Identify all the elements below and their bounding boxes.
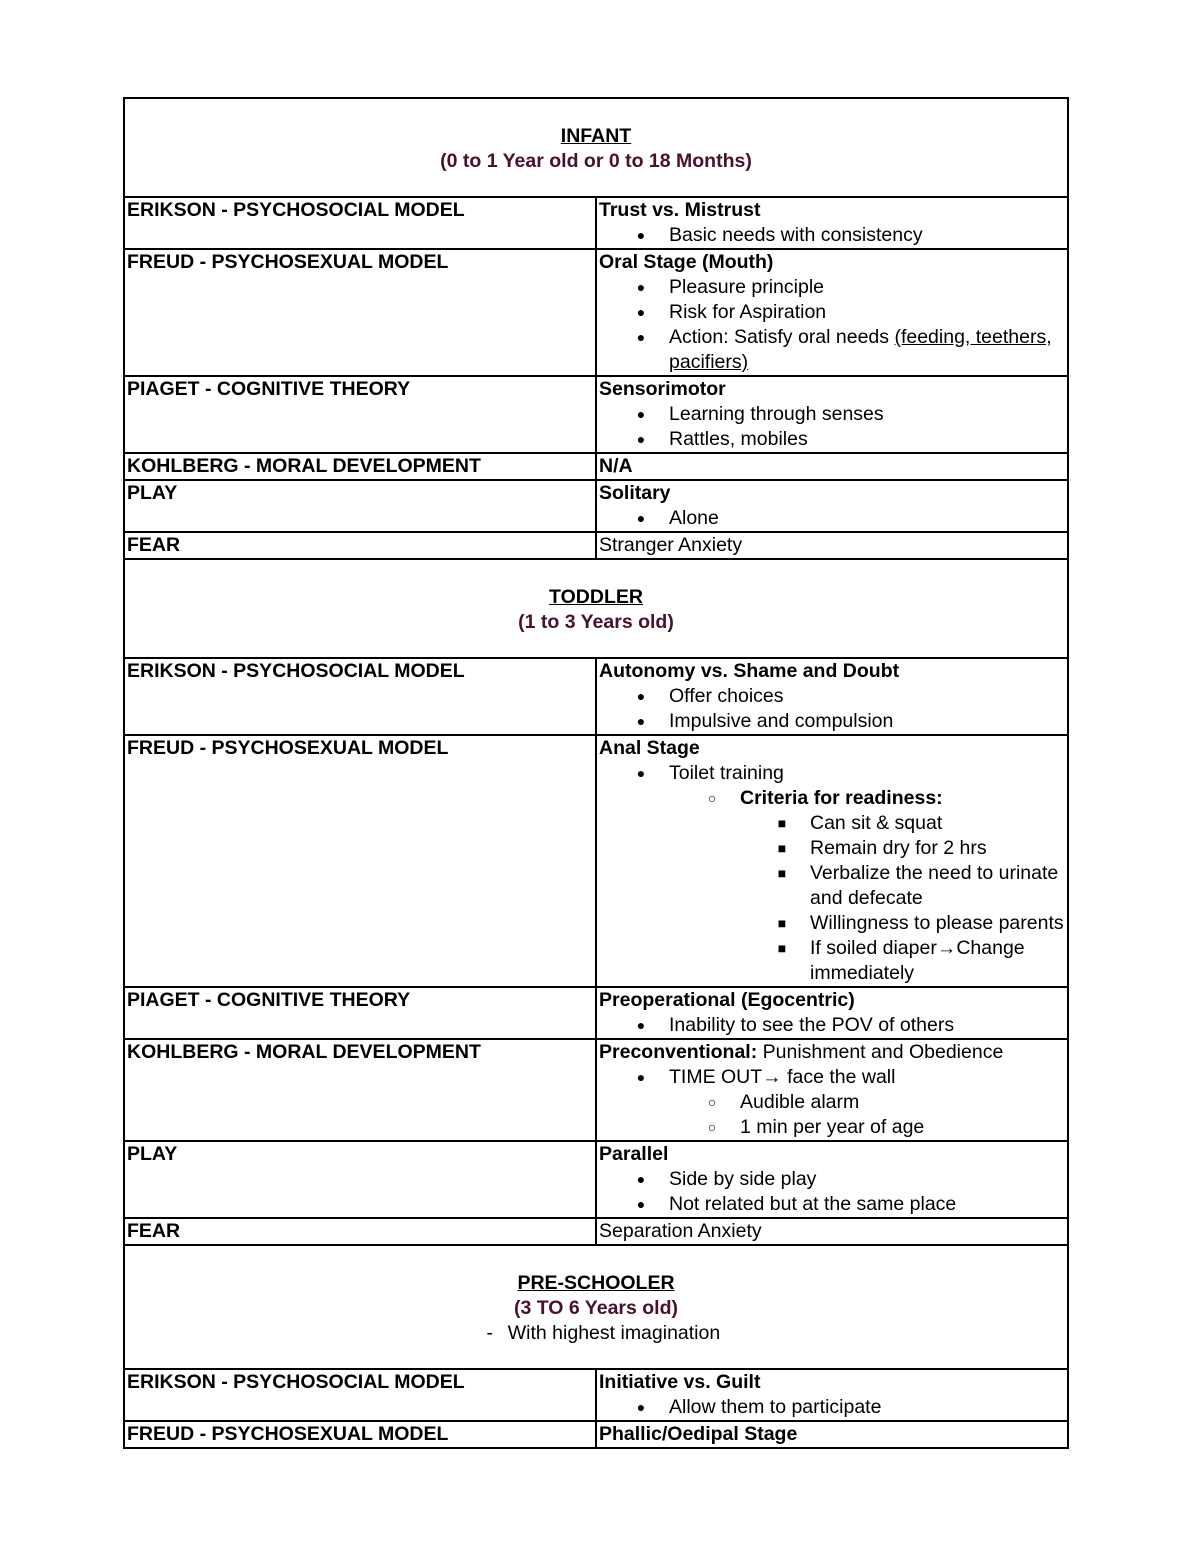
stage-title: Autonomy vs. Shame and Doubt bbox=[599, 660, 900, 682]
bullet-icon: ● bbox=[636, 688, 646, 704]
row-content bbox=[596, 658, 1068, 735]
bullet-icon: ● bbox=[636, 1069, 646, 1085]
bullet-list bbox=[599, 275, 1065, 375]
row-content bbox=[596, 376, 1068, 453]
bullet-icon: ● bbox=[636, 329, 646, 345]
row-content bbox=[596, 453, 1068, 480]
infant-title: INFANT bbox=[560, 125, 632, 147]
bullet-icon: ● bbox=[636, 279, 646, 295]
stage-title: Oral Stage (Mouth) bbox=[599, 251, 774, 273]
row-label: KOHLBERG - MORAL DEVELOPMENT bbox=[124, 1039, 596, 1141]
bullet-list bbox=[599, 1395, 1065, 1420]
list-item: ■ Willingness to please parents bbox=[599, 911, 1065, 936]
list-item: ■ Can sit & squat bbox=[599, 811, 1065, 836]
square-bullet-icon: ■ bbox=[777, 915, 787, 931]
toddler-fear-row bbox=[124, 1218, 1068, 1245]
bullet-list bbox=[599, 506, 1065, 531]
bullet-icon: ● bbox=[636, 1017, 646, 1033]
list-item: ● TIME OUT→ face the wall bbox=[599, 1065, 1065, 1090]
bullet-icon: ● bbox=[636, 304, 646, 320]
bullet-list bbox=[599, 402, 1065, 452]
circle-open-icon: ○ bbox=[707, 790, 717, 806]
toddler-freud-row bbox=[124, 735, 1068, 987]
toddler-header-cell bbox=[124, 559, 1068, 658]
row-content: Stranger Anxiety bbox=[596, 532, 1068, 559]
stage-title: Preconventional: Punishment and Obedience bbox=[599, 1041, 1004, 1063]
list-item: ● Not related but at the same place bbox=[599, 1192, 1065, 1217]
stage-title: Phallic/Oedipal Stage bbox=[599, 1423, 798, 1445]
square-bullet-icon: ■ bbox=[777, 840, 787, 856]
bullet-list bbox=[599, 223, 1065, 248]
infant-play-row bbox=[124, 480, 1068, 532]
row-label: PLAY bbox=[124, 480, 596, 532]
infant-subtitle: (0 to 1 Year old or 0 to 18 Months) bbox=[440, 150, 752, 172]
row-label: PLAY bbox=[124, 1141, 596, 1218]
row-content bbox=[596, 1039, 1068, 1141]
preschooler-freud-row bbox=[124, 1421, 1068, 1448]
row-label: FREUD - PSYCHOSEXUAL MODEL bbox=[124, 249, 596, 376]
infant-kohlberg-row bbox=[124, 453, 1068, 480]
row-label: KOHLBERG - MORAL DEVELOPMENT bbox=[124, 453, 596, 480]
stage-title: Solitary bbox=[599, 482, 671, 504]
list-item: ● Pleasure principle bbox=[599, 275, 1065, 300]
square-bullet-icon: ■ bbox=[777, 815, 787, 831]
list-item: ● Offer choices bbox=[599, 684, 1065, 709]
toddler-play-row bbox=[124, 1141, 1068, 1218]
row-content: Separation Anxiety bbox=[596, 1218, 1068, 1245]
list-item: ○ Audible alarm bbox=[599, 1090, 1065, 1115]
development-table-page bbox=[123, 97, 1069, 1449]
row-label: ERIKSON - PSYCHOSOCIAL MODEL bbox=[124, 1369, 596, 1421]
row-content bbox=[596, 1141, 1068, 1218]
bullet-list bbox=[599, 1065, 1065, 1140]
row-label: ERIKSON - PSYCHOSOCIAL MODEL bbox=[124, 658, 596, 735]
preschooler-subtitle: (3 TO 6 Years old) bbox=[513, 1297, 679, 1319]
list-item: ● Basic needs with consistency bbox=[599, 223, 1065, 248]
list-item: ■ If soiled diaper→Change immediately bbox=[599, 936, 1065, 986]
bullet-icon: ● bbox=[636, 1196, 646, 1212]
toddler-subtitle: (1 to 3 Years old) bbox=[518, 611, 674, 633]
bullet-list bbox=[599, 684, 1065, 734]
square-bullet-icon: ■ bbox=[777, 940, 787, 956]
infant-fear-row bbox=[124, 532, 1068, 559]
list-item: ■ Remain dry for 2 hrs bbox=[599, 836, 1065, 861]
row-content bbox=[596, 1421, 1068, 1448]
bullet-icon: ● bbox=[636, 1171, 646, 1187]
preschooler-header-cell bbox=[124, 1245, 1068, 1369]
bullet-list bbox=[599, 761, 1065, 986]
stage-title: Trust vs. Mistrust bbox=[599, 199, 761, 221]
toddler-erikson-row bbox=[124, 658, 1068, 735]
list-item: ● Alone bbox=[599, 506, 1065, 531]
list-item: ● Inability to see the POV of others bbox=[599, 1013, 1065, 1038]
preschooler-title: PRE-SCHOOLER bbox=[517, 1272, 675, 1294]
preschooler-header-row bbox=[124, 1245, 1068, 1369]
row-label: FREUD - PSYCHOSEXUAL MODEL bbox=[124, 735, 596, 987]
bullet-icon: ● bbox=[636, 406, 646, 422]
list-item: ● Toilet training bbox=[599, 761, 1065, 786]
circle-open-icon: ○ bbox=[707, 1119, 717, 1135]
row-label: PIAGET - COGNITIVE THEORY bbox=[124, 987, 596, 1039]
row-label: PIAGET - COGNITIVE THEORY bbox=[124, 376, 596, 453]
toddler-header-row bbox=[124, 559, 1068, 658]
circle-open-icon: ○ bbox=[707, 1094, 717, 1110]
row-label: FEAR bbox=[124, 1218, 596, 1245]
list-item: ● Allow them to participate bbox=[599, 1395, 1065, 1420]
bullet-icon: ● bbox=[636, 227, 646, 243]
row-content bbox=[596, 735, 1068, 987]
dash-icon: - bbox=[486, 1322, 494, 1344]
infant-piaget-row bbox=[124, 376, 1068, 453]
square-bullet-icon: ■ bbox=[777, 865, 787, 881]
stage-title: Preoperational (Egocentric) bbox=[599, 989, 855, 1011]
bullet-icon: ● bbox=[636, 510, 646, 526]
row-content bbox=[596, 197, 1068, 249]
row-content bbox=[596, 249, 1068, 376]
stage-title: Sensorimotor bbox=[599, 378, 726, 400]
stage-title: Parallel bbox=[599, 1143, 669, 1165]
list-item: ■ Verbalize the need to urinate and defecate bbox=[599, 861, 1065, 911]
bullet-icon: ● bbox=[636, 431, 646, 447]
row-label: ERIKSON - PSYCHOSOCIAL MODEL bbox=[124, 197, 596, 249]
infant-erikson-row bbox=[124, 197, 1068, 249]
stage-title: N/A bbox=[599, 455, 633, 477]
list-item: ● Impulsive and compulsion bbox=[599, 709, 1065, 734]
toddler-kohlberg-row bbox=[124, 1039, 1068, 1141]
infant-header-cell bbox=[124, 98, 1068, 197]
list-item: ● Rattles, mobiles bbox=[599, 427, 1065, 452]
stage-title: Anal Stage bbox=[599, 737, 700, 759]
row-content bbox=[596, 480, 1068, 532]
list-item: ● Action: Satisfy oral needs (feeding, teethers, pacifiers) bbox=[599, 325, 1065, 375]
bullet-icon: ● bbox=[636, 765, 646, 781]
bullet-list bbox=[599, 1167, 1065, 1217]
row-content bbox=[596, 987, 1068, 1039]
row-content bbox=[596, 1369, 1068, 1421]
toddler-piaget-row bbox=[124, 987, 1068, 1039]
toddler-title: TODDLER bbox=[549, 586, 643, 608]
bullet-list bbox=[599, 1013, 1065, 1038]
list-item: ● Side by side play bbox=[599, 1167, 1065, 1192]
list-item: ● Risk for Aspiration bbox=[599, 300, 1065, 325]
infant-header-row bbox=[124, 98, 1068, 197]
stage-title: Initiative vs. Guilt bbox=[599, 1371, 761, 1393]
row-label: FREUD - PSYCHOSEXUAL MODEL bbox=[124, 1421, 596, 1448]
bullet-icon: ● bbox=[636, 1399, 646, 1415]
list-item: ○ 1 min per year of age bbox=[599, 1115, 1065, 1140]
preschooler-note: - With highest imagination bbox=[125, 1321, 1067, 1346]
development-stages-table bbox=[123, 97, 1069, 1449]
infant-freud-row bbox=[124, 249, 1068, 376]
preschooler-erikson-row bbox=[124, 1369, 1068, 1421]
row-label: FEAR bbox=[124, 532, 596, 559]
bullet-icon: ● bbox=[636, 713, 646, 729]
list-item: ● Learning through senses bbox=[599, 402, 1065, 427]
list-item: ○ Criteria for readiness: bbox=[599, 786, 1065, 811]
